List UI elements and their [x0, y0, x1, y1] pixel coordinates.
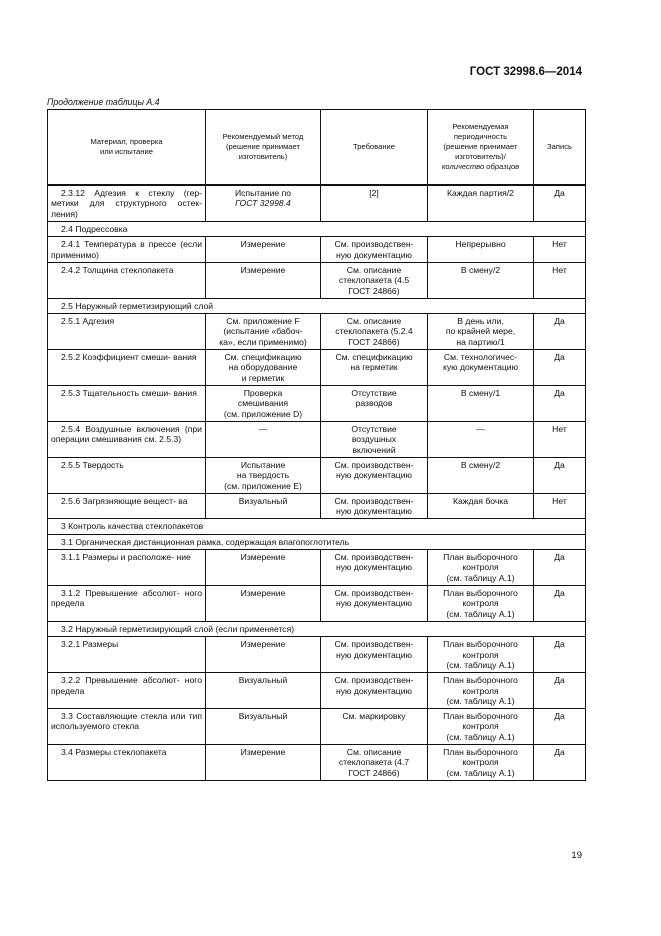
section-row — [48, 519, 586, 534]
column-header-method — [206, 110, 321, 186]
cell-line: В смену/1 — [460, 388, 501, 398]
cell-material: 2.5.3 Тщательность смеши- вания — [48, 386, 206, 422]
cell-line: [2] — [369, 188, 379, 198]
table-body — [48, 185, 586, 781]
cell-method — [206, 745, 321, 781]
cell-periodicity — [428, 637, 534, 673]
cell-line: Визуальный — [238, 711, 288, 722]
cell-material: 2.5.5 Твердость — [48, 457, 206, 493]
cell-material: 3.2.1 Размеры — [48, 637, 206, 673]
cell-line: Измерение — [240, 552, 286, 563]
cell-line: См. производствен- — [334, 495, 414, 506]
cell-line: ка», если применимо) — [219, 336, 307, 347]
cell-line: и герметик — [241, 372, 285, 383]
cell-periodicity — [428, 673, 534, 709]
cell-line: изготовитель)/ — [455, 151, 506, 161]
cell-line: на герметик — [350, 362, 398, 373]
cell-periodicity — [428, 457, 534, 493]
cell-line: на твердость — [236, 470, 290, 481]
cell-record: Да — [534, 457, 586, 493]
cell-line: Измерение — [240, 639, 286, 650]
table-row — [48, 745, 586, 781]
cell-line: (см. приложение D) — [223, 408, 303, 419]
cell-line: В смену/2 — [460, 459, 501, 470]
cell-line: на оборудование — [228, 362, 298, 373]
cell-material: 3.1.2 Превышение абсолют- ного предела — [48, 586, 206, 622]
cell-requirement — [321, 262, 428, 298]
cell-method — [206, 185, 321, 221]
cell-line: ГОСТ 24866) — [348, 336, 400, 347]
cell-line: Отсутствие — [351, 388, 397, 398]
cell-record: Да — [534, 386, 586, 422]
cell-line: В день или, — [457, 316, 504, 327]
cell-line: ную документацию — [336, 598, 412, 609]
cell-record: Нет — [534, 493, 586, 519]
cell-line: Измерение — [240, 747, 286, 758]
cell-line: (см. таблицу А.1) — [446, 767, 515, 778]
cell-periodicity — [428, 350, 534, 386]
cell-line: (см. таблицу А.1) — [446, 608, 515, 619]
section-row — [48, 534, 586, 549]
cell-line: План выборочного — [443, 675, 518, 686]
cell-material: 2.5.4 Воздушные включения (при операции смешивания см. 2.5.3) — [48, 421, 206, 457]
cell-record: Нет — [534, 262, 586, 298]
cell-periodicity — [428, 709, 534, 745]
cell-line: (см. таблицу А.1) — [446, 572, 515, 583]
cell-material: 2.4.1 Температура в прессе (если применимо) — [48, 237, 206, 263]
cell-requirement — [321, 637, 428, 673]
cell-periodicity — [428, 745, 534, 781]
cell-line: См. производствен- — [334, 588, 414, 598]
cell-line: План выборочного — [443, 588, 518, 598]
table-row — [48, 550, 586, 586]
cell-requirement — [321, 457, 428, 493]
cell-line: Испытание — [240, 459, 286, 470]
cell-line: (решение принимает — [226, 142, 300, 152]
cell-requirement — [321, 586, 428, 622]
cell-line: ГОСТ 32998.4 — [235, 198, 291, 209]
cell-method — [206, 586, 321, 622]
cell-line: Измерение — [240, 239, 286, 250]
section-title: 2.5 Наружный герметизирующий слой — [48, 298, 586, 313]
cell-line: См. описание — [346, 747, 402, 758]
column-header-requirement — [321, 110, 428, 186]
section-row — [48, 221, 586, 236]
cell-line: Каждая партия/2 — [447, 188, 514, 198]
column-header-record — [534, 110, 586, 186]
cell-line: Материал, проверка — [90, 137, 163, 147]
cell-method — [206, 457, 321, 493]
cell-periodicity — [428, 550, 534, 586]
cell-line: воздушных — [351, 434, 397, 445]
column-header-material — [48, 110, 206, 186]
cell-line: План выборочного — [443, 711, 518, 722]
cell-line: Запись — [547, 142, 572, 152]
table-row — [48, 673, 586, 709]
cell-method — [206, 673, 321, 709]
cell-requirement — [321, 185, 428, 221]
cell-line: (см. таблицу А.1) — [446, 731, 515, 742]
cell-line: или испытание — [100, 147, 153, 156]
cell-line: контроля — [462, 685, 499, 696]
table-row — [48, 386, 586, 422]
cell-line: (см. таблицу А.1) — [446, 695, 515, 706]
cell-line: ную документацию — [336, 249, 412, 260]
cell-line: Проверка — [243, 388, 283, 398]
cell-line: Рекомендуемая — [452, 122, 509, 132]
cell-material: 2.5.6 Загрязняющие вещест- ва — [48, 493, 206, 519]
cell-material: 2.5.2 Коэффициент смеши- вания — [48, 350, 206, 386]
cell-line: Непрерывно — [455, 239, 506, 250]
cell-line: — — [258, 423, 268, 434]
table-row — [48, 421, 586, 457]
cell-requirement — [321, 237, 428, 263]
section-row — [48, 621, 586, 636]
table-row — [48, 350, 586, 386]
cell-line: стеклопакета (5.2.4 — [335, 326, 413, 337]
cell-line: ную документацию — [336, 470, 412, 481]
column-header-periodicity — [428, 110, 534, 186]
cell-line: План выборочного — [443, 747, 518, 758]
cell-line: Требование — [353, 142, 395, 152]
cell-line: Визуальный — [238, 675, 288, 686]
cell-line: ную документацию — [336, 562, 412, 573]
cell-method — [206, 709, 321, 745]
cell-line: Каждая бочка — [452, 495, 509, 506]
cell-line: ГОСТ 24866) — [348, 285, 400, 296]
cell-line: См. производствен- — [334, 552, 414, 563]
cell-method — [206, 493, 321, 519]
cell-line: по крайней мере, — [445, 326, 516, 337]
inspection-table — [47, 109, 586, 781]
section-row — [48, 298, 586, 313]
cell-requirement — [321, 709, 428, 745]
cell-line: на партию/1 — [456, 336, 505, 347]
cell-record: Да — [534, 673, 586, 709]
cell-line: Измерение — [240, 588, 286, 598]
cell-periodicity — [428, 386, 534, 422]
cell-method — [206, 314, 321, 350]
cell-material: 2.3.12 Адгезия к стеклу (гер- метики для структурного остек- ления) — [48, 185, 206, 221]
cell-periodicity — [428, 185, 534, 221]
cell-line: См. производствен- — [334, 459, 414, 470]
cell-periodicity — [428, 314, 534, 350]
cell-method — [206, 237, 321, 263]
cell-line: Визуальный — [238, 495, 288, 506]
cell-method — [206, 386, 321, 422]
cell-record: Да — [534, 314, 586, 350]
cell-record: Нет — [534, 421, 586, 457]
document-code: ГОСТ 32998.6—2014 — [469, 66, 582, 78]
cell-line: См. производствен- — [334, 675, 414, 686]
cell-record: Да — [534, 745, 586, 781]
cell-line: количество образцов — [441, 161, 520, 171]
cell-requirement — [321, 673, 428, 709]
cell-line: См. приложение F — [226, 316, 300, 327]
cell-record: Да — [534, 637, 586, 673]
cell-line: стеклопакета (4.7 — [338, 757, 410, 768]
cell-line: См. маркировку — [342, 711, 406, 722]
cell-line: включений — [352, 444, 396, 455]
table-row — [48, 709, 586, 745]
cell-line: (решение принимает — [443, 142, 518, 152]
table-row — [48, 637, 586, 673]
cell-periodicity — [428, 421, 534, 457]
cell-line: (см. таблицу А.1) — [446, 659, 515, 670]
cell-line: разводов — [355, 398, 393, 409]
cell-line: (см. приложение E) — [224, 480, 302, 491]
cell-line: ную документацию — [336, 506, 412, 517]
cell-line: План выборочного — [443, 639, 518, 650]
table-row — [48, 314, 586, 350]
table-row — [48, 262, 586, 298]
cell-line: См. спецификацию — [335, 352, 413, 363]
cell-record: Да — [534, 586, 586, 622]
cell-line: Отсутствие — [351, 423, 397, 434]
cell-line: кую документацию — [442, 362, 519, 373]
cell-line: Рекомендуемый метод — [222, 132, 304, 142]
cell-line: контроля — [462, 598, 499, 609]
cell-record: Да — [534, 709, 586, 745]
cell-periodicity — [428, 237, 534, 263]
cell-line: стеклопакета (4.5 — [338, 275, 410, 286]
cell-line: контроля — [462, 562, 499, 573]
table-continuation-label: Продолжение таблицы А.4 — [47, 97, 160, 107]
cell-line: В смену/2 — [460, 264, 501, 275]
cell-requirement — [321, 493, 428, 519]
cell-method — [206, 550, 321, 586]
table-header-row — [48, 110, 586, 186]
cell-periodicity — [428, 586, 534, 622]
table-row — [48, 586, 586, 622]
cell-record: Да — [534, 350, 586, 386]
table-row — [48, 493, 586, 519]
cell-requirement — [321, 386, 428, 422]
cell-line: ную документацию — [336, 649, 412, 660]
section-title: 2.4 Подрессовка — [48, 221, 586, 236]
cell-requirement — [321, 550, 428, 586]
cell-requirement — [321, 350, 428, 386]
table-row — [48, 237, 586, 263]
cell-line: контроля — [462, 757, 499, 768]
cell-line: ную документацию — [336, 685, 412, 696]
cell-material: 2.4.2 Толщина стеклопакета — [48, 262, 206, 298]
cell-line: План выборочного — [443, 552, 518, 563]
cell-line: См. производствен- — [334, 639, 414, 650]
page-number: 19 — [571, 850, 582, 861]
cell-requirement — [321, 745, 428, 781]
cell-material: 2.5.1 Адгезия — [48, 314, 206, 350]
cell-material: 3.4 Размеры стеклопакета — [48, 745, 206, 781]
cell-line: См. описание — [346, 316, 402, 327]
cell-line: См. производствен- — [334, 239, 414, 250]
cell-line: — — [476, 423, 485, 434]
cell-line: периодичность — [453, 132, 508, 142]
cell-method — [206, 421, 321, 457]
cell-line: См. технологичес- — [443, 352, 518, 363]
table-row — [48, 457, 586, 493]
cell-record: Да — [534, 185, 586, 221]
cell-method — [206, 350, 321, 386]
cell-requirement — [321, 314, 428, 350]
cell-requirement — [321, 421, 428, 457]
cell-line: изготовитель) — [238, 151, 288, 161]
cell-line: Измерение — [240, 264, 286, 275]
cell-periodicity — [428, 262, 534, 298]
cell-line: См. спецификацию — [224, 352, 302, 363]
cell-material: 3.2.2 Превышение абсолют- ного предела — [48, 673, 206, 709]
cell-material: 3.1.1 Размеры и расположе- ние — [48, 550, 206, 586]
cell-record: Нет — [534, 237, 586, 263]
section-title: 3 Контроль качества стеклопакетов — [48, 519, 586, 534]
cell-method — [206, 637, 321, 673]
section-title: 3.1 Органическая дистанционная рамка, содержащая влагопоглотитель — [48, 534, 586, 549]
cell-line: Испытание по — [234, 188, 292, 198]
cell-line: ГОСТ 24866) — [348, 767, 400, 778]
cell-line: контроля — [462, 721, 499, 732]
cell-material: 3.3 Составляющие стекла или тип используемого стекла — [48, 709, 206, 745]
cell-method — [206, 262, 321, 298]
table-row — [48, 185, 586, 221]
cell-line: (испытание «бабоч- — [223, 326, 303, 337]
cell-record: Да — [534, 550, 586, 586]
section-title: 3.2 Наружный герметизирующий слой (если применяется) — [48, 621, 586, 636]
cell-periodicity — [428, 493, 534, 519]
cell-line: контроля — [462, 649, 499, 660]
cell-line: См. описание — [346, 264, 402, 275]
cell-line: смешивания — [237, 398, 289, 409]
